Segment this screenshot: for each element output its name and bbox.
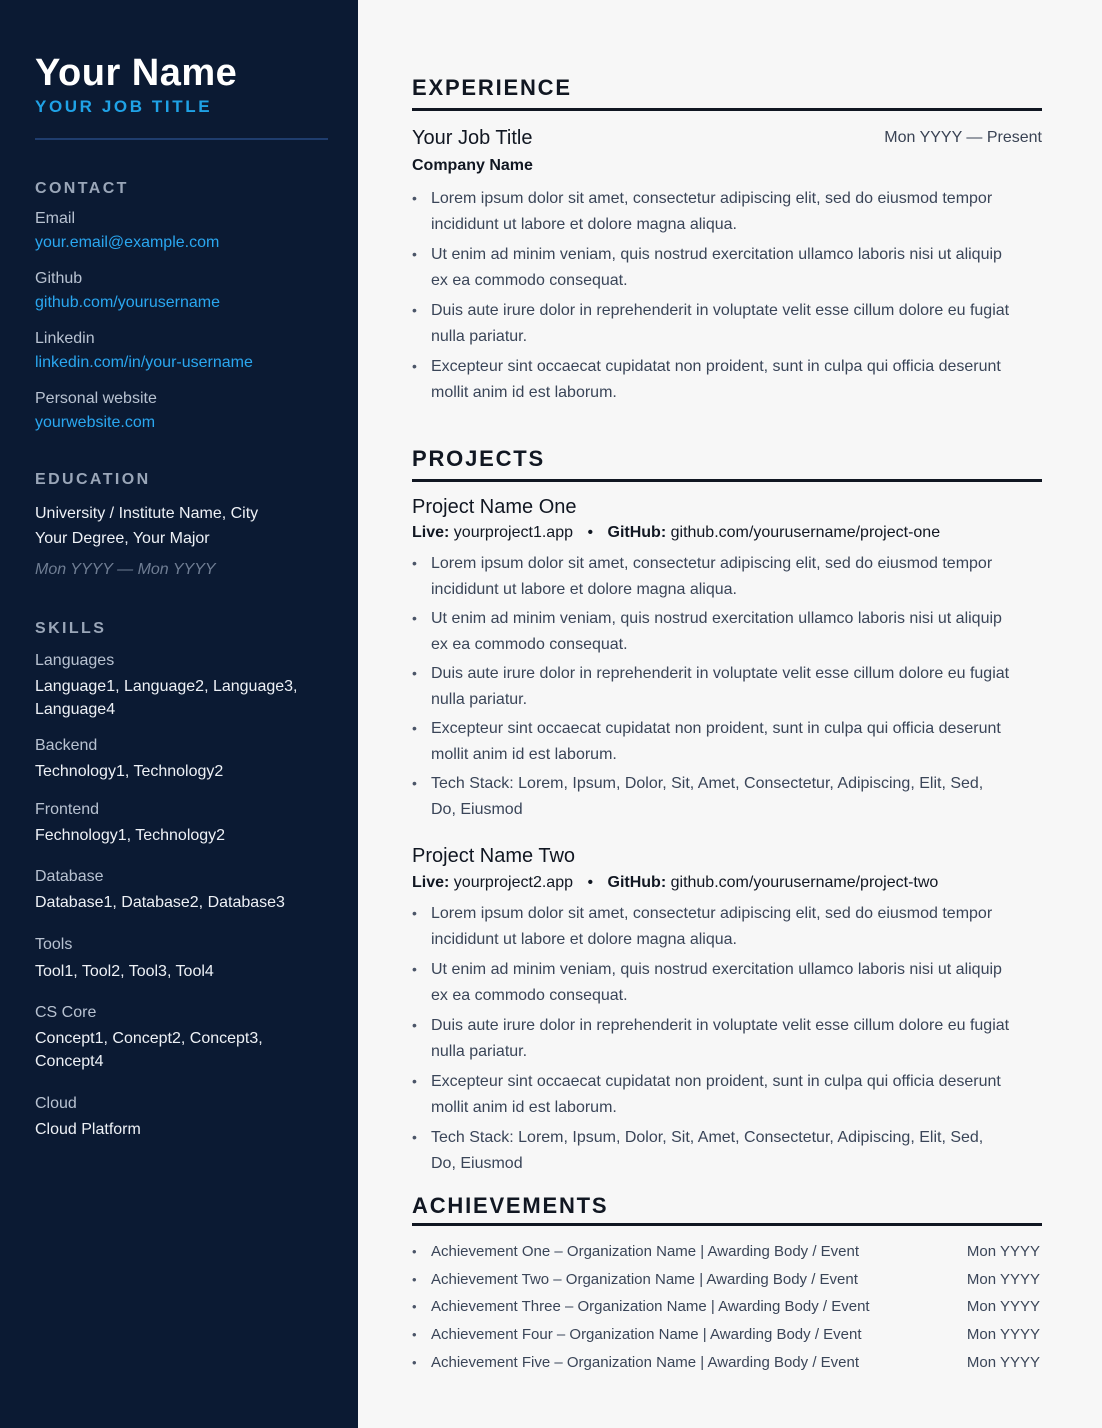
skill-group-label: Backend (35, 737, 98, 754)
achievement-item (412, 1326, 1042, 1354)
live-link[interactable]: yourproject1.app (453, 524, 573, 541)
skill-group-value: Tool1, Tool2, Tool3, Tool4 (35, 963, 214, 980)
skill-group-label: Frontend (35, 801, 100, 818)
github-label: GitHub: (607, 874, 667, 891)
achievement-text: Achievement Four – Organization Name | Awarding Body / Event (431, 1326, 862, 1344)
project-links (412, 524, 940, 542)
achievement-date: Mon YYYY (966, 1326, 1040, 1344)
skill-group-value: Concept1, Concept2, Concept3, Concept4 (35, 1030, 263, 1070)
bullet-item: • Ut enim ad minim veniam, quis nostrud exercitation ullamco laboris nisi ut aliquip ex ea commodo consequat. (412, 957, 1012, 1008)
achievement-text: Achievement Five – Organization Name | Awarding Body / Event (431, 1353, 860, 1371)
experience-bullets (412, 186, 1012, 405)
skill-group-label: CS Core (35, 1004, 97, 1021)
bullet-item: • Ut enim ad minim veniam, quis nostrud exercitation ullamco laboris nisi ut aliquip ex ea commodo consequat. (412, 606, 1012, 657)
achievement-text: Achievement One – Organization Name | Awarding Body / Event (431, 1243, 860, 1260)
bullet-item: • Lorem ipsum dolor sit amet, consectetur adipiscing elit, sed do eiusmod tempor incididunt ut labore et dolore magna aliqua. (412, 551, 1012, 602)
education-dates: Mon YYYY — Mon YYYY (35, 561, 216, 578)
github-label: GitHub: (607, 524, 667, 541)
contact-email-link[interactable]: your.email@example.com (35, 234, 220, 251)
contact-linkedin-label: Linkedin (35, 330, 95, 347)
skill-group-value: Language1, Language2, Language3, Language4 (35, 678, 298, 718)
achievement-item (412, 1271, 1042, 1299)
skill-group-value: Technology1, Technology2 (35, 763, 224, 780)
bullet-item: • Tech Stack: Lorem, Ipsum, Dolor, Sit, Amet, Consectetur, Adipiscing, Elit, Sed, Do, Eiusmod (412, 771, 1012, 822)
achievements-rule (412, 1223, 1042, 1226)
achievement-item (412, 1354, 1042, 1382)
sidebar-divider (35, 138, 328, 140)
contact-github-link[interactable]: github.com/yourusername (35, 294, 220, 311)
bullet-item: • Excepteur sint occaecat cupidatat non proident, sunt in culpa qui officia deserunt mollit anim id est laborum. (412, 716, 1012, 767)
sidebar (0, 0, 358, 1428)
education-degree: Your Degree, Your Major (35, 530, 210, 547)
project-name: Project Name One (412, 496, 577, 518)
bullet-item: • Duis aute irure dolor in reprehenderit in voluptate velit esse cillum dolore eu fugiat nulla pariatur. (412, 661, 1012, 712)
project-bullets (412, 551, 1012, 822)
github-link[interactable]: github.com/yourusername/project-two (670, 874, 939, 891)
contact-website-link[interactable]: yourwebsite.com (35, 414, 156, 431)
projects-heading: PROJECTS (412, 446, 545, 471)
achievement-text: Achievement Two – Organization Name | Awarding Body / Event (431, 1270, 858, 1288)
achievement-item (412, 1243, 1042, 1271)
link-separator: • (587, 874, 594, 891)
skill-group-label: Languages (35, 652, 115, 669)
bullet-item: • Excepteur sint occaecat cupidatat non proident, sunt in culpa qui officia deserunt mollit anim id est laborum. (412, 354, 1012, 405)
contact-github-label: Github (35, 270, 83, 287)
achievements-heading: ACHIEVEMENTS (412, 1193, 609, 1218)
experience-rule (412, 108, 1042, 111)
achievement-date: Mon YYYY (966, 1353, 1040, 1371)
experience-dates: Mon YYYY — Present (884, 129, 1042, 146)
achievements-list (412, 1243, 1042, 1381)
live-label: Live: (412, 524, 450, 541)
experience-heading: EXPERIENCE (412, 75, 572, 100)
education-heading: EDUCATION (35, 471, 151, 488)
skill-group-label: Database (35, 868, 104, 885)
contact-linkedin-link[interactable]: linkedin.com/in/your-username (35, 354, 253, 371)
project-bullets (412, 901, 1012, 1176)
link-separator: • (587, 524, 594, 541)
skill-group-label: Tools (35, 936, 73, 953)
bullet-item: • Tech Stack: Lorem, Ipsum, Dolor, Sit, Amet, Consectetur, Adipiscing, Elit, Sed, Do, Eiusmod (412, 1125, 1012, 1176)
live-label: Live: (412, 874, 450, 891)
skill-group-value: Cloud Platform (35, 1121, 141, 1138)
education-institution: University / Institute Name, City (35, 505, 259, 522)
skill-group-label: Cloud (35, 1095, 77, 1112)
achievement-item (412, 1298, 1042, 1326)
skill-group-value: Database1, Database2, Database3 (35, 894, 285, 911)
achievement-date: Mon YYYY (966, 1298, 1040, 1316)
person-name: Your Name (35, 52, 238, 94)
project-links (412, 874, 938, 892)
experience-company: Company Name (412, 157, 533, 174)
bullet-item: • Lorem ipsum dolor sit amet, consectetur adipiscing elit, sed do eiusmod tempor incididunt ut labore et dolore magna aliqua. (412, 186, 1012, 237)
job-title: YOUR JOB TITLE (35, 97, 213, 116)
skills-heading: SKILLS (35, 620, 107, 637)
live-link[interactable]: yourproject2.app (453, 874, 573, 891)
bullet-item: • Excepteur sint occaecat cupidatat non proident, sunt in culpa qui officia deserunt mollit anim id est laborum. (412, 1069, 1012, 1120)
bullet-item: • Duis aute irure dolor in reprehenderit in voluptate velit esse cillum dolore eu fugiat nulla pariatur. (412, 298, 1012, 349)
achievement-text: Achievement Three – Organization Name | Awarding Body / Event (431, 1298, 870, 1316)
experience-job-title: Your Job Title (412, 127, 533, 149)
github-link[interactable]: github.com/yourusername/project-one (670, 524, 941, 541)
achievement-date: Mon YYYY (966, 1243, 1040, 1260)
contact-website-label: Personal website (35, 390, 157, 407)
contact-email-label: Email (35, 210, 76, 227)
contact-heading: CONTACT (35, 180, 129, 197)
bullet-item: • Lorem ipsum dolor sit amet, consectetur adipiscing elit, sed do eiusmod tempor incididunt ut labore et dolore magna aliqua. (412, 901, 1012, 952)
bullet-item: • Ut enim ad minim veniam, quis nostrud exercitation ullamco laboris nisi ut aliquip ex ea commodo consequat. (412, 242, 1012, 293)
skill-group-value: Fechnology1, Technology2 (35, 827, 226, 844)
achievement-date: Mon YYYY (966, 1270, 1040, 1288)
projects-rule (412, 479, 1042, 482)
bullet-item: • Duis aute irure dolor in reprehenderit in voluptate velit esse cillum dolore eu fugiat nulla pariatur. (412, 1013, 1012, 1064)
project-name: Project Name Two (412, 845, 576, 867)
